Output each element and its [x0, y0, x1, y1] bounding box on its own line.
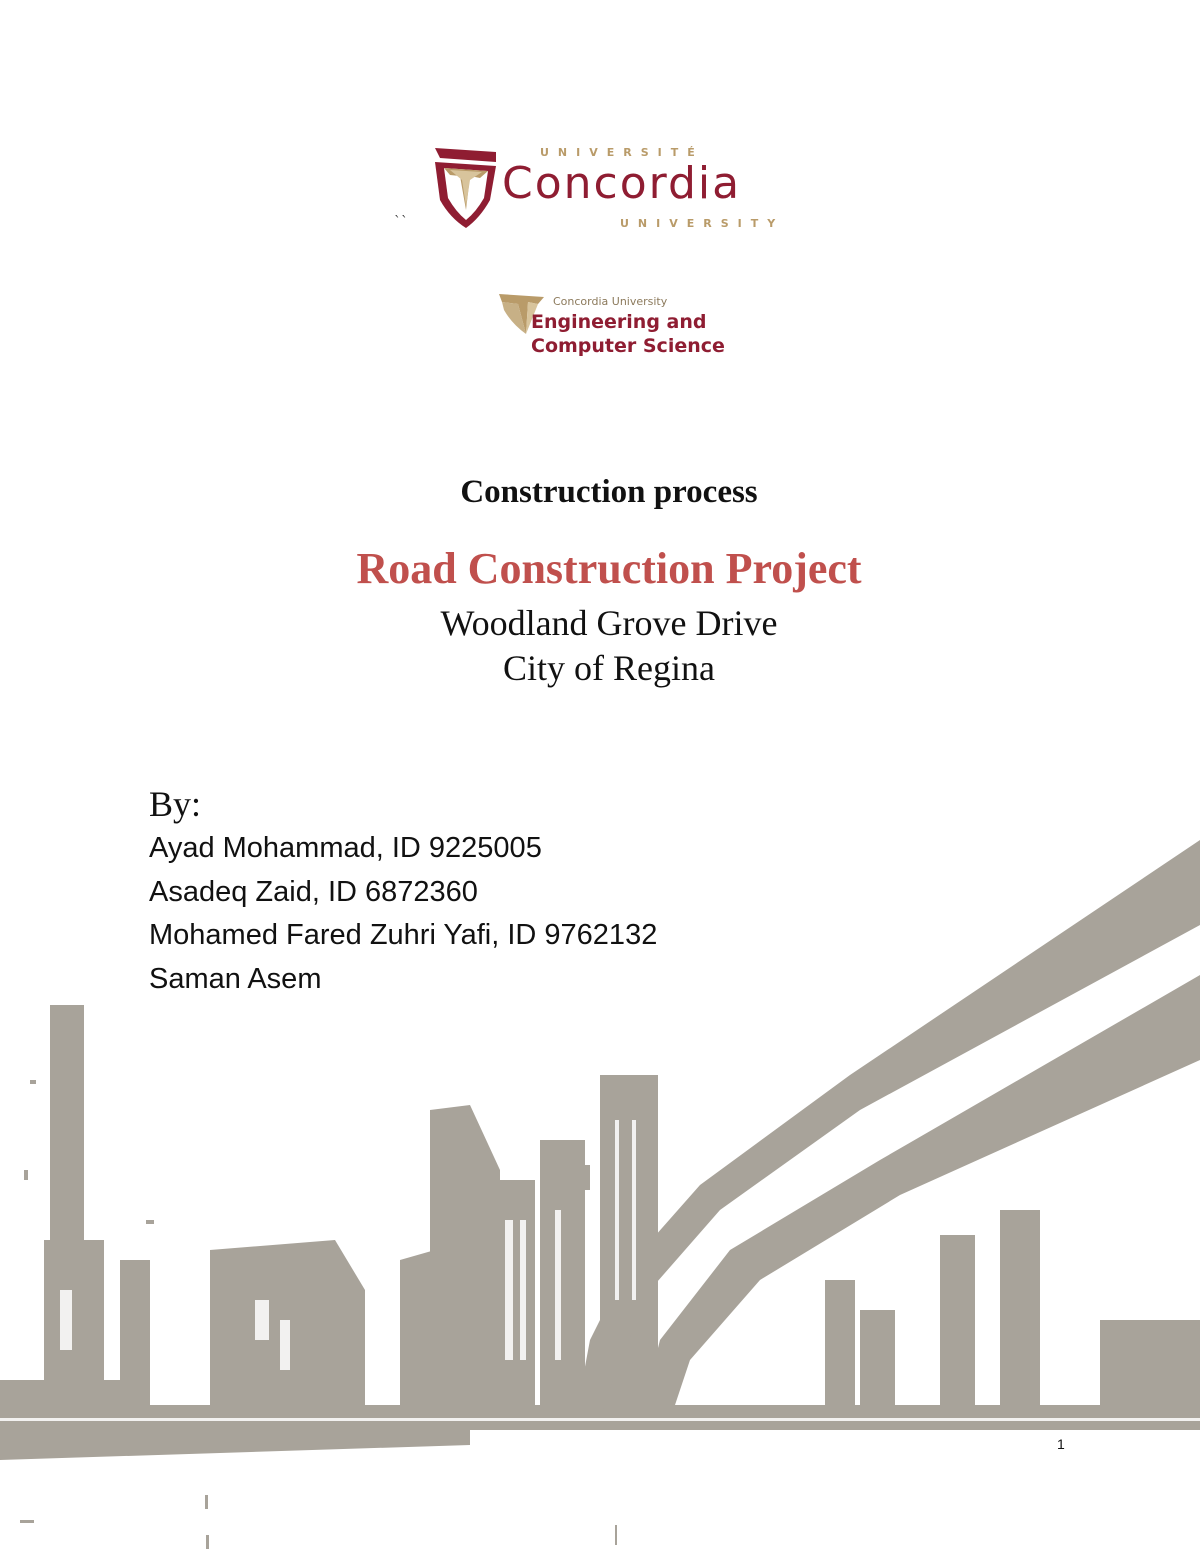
author-item: Ayad Mohammad, ID 9225005 — [149, 832, 542, 864]
logo-wordmark: Concordia — [502, 158, 742, 209]
location-city: City of Regina — [503, 648, 715, 688]
page-number: 1 — [1057, 1436, 1065, 1452]
stray-marks: `` — [394, 214, 408, 230]
concordia-shield-icon — [430, 140, 500, 235]
authors-list — [149, 827, 657, 1001]
author-item: Mohamed Fared Zuhri Yafi, ID 9762132 — [149, 919, 658, 951]
faculty-name-line1: Engineering and — [531, 311, 707, 333]
faculty-subtitle: Concordia University — [553, 295, 668, 308]
project-title: Road Construction Project — [356, 544, 862, 593]
authors-label: By: — [149, 784, 202, 824]
faculty-name-line2: Computer Science — [531, 335, 725, 357]
faculty-engineering-logo — [498, 292, 738, 362]
logo-university-text: UNIVERSITY — [620, 217, 785, 230]
author-item: Asadeq Zaid, ID 6872360 — [149, 875, 478, 908]
concordia-university-logo — [430, 140, 800, 240]
document-heading: Construction process — [460, 474, 758, 510]
location-street: Woodland Grove Drive — [440, 603, 778, 643]
author-item: Saman Asem — [149, 962, 322, 995]
logo-universite-text: UNIVERSITÉ — [540, 146, 704, 159]
